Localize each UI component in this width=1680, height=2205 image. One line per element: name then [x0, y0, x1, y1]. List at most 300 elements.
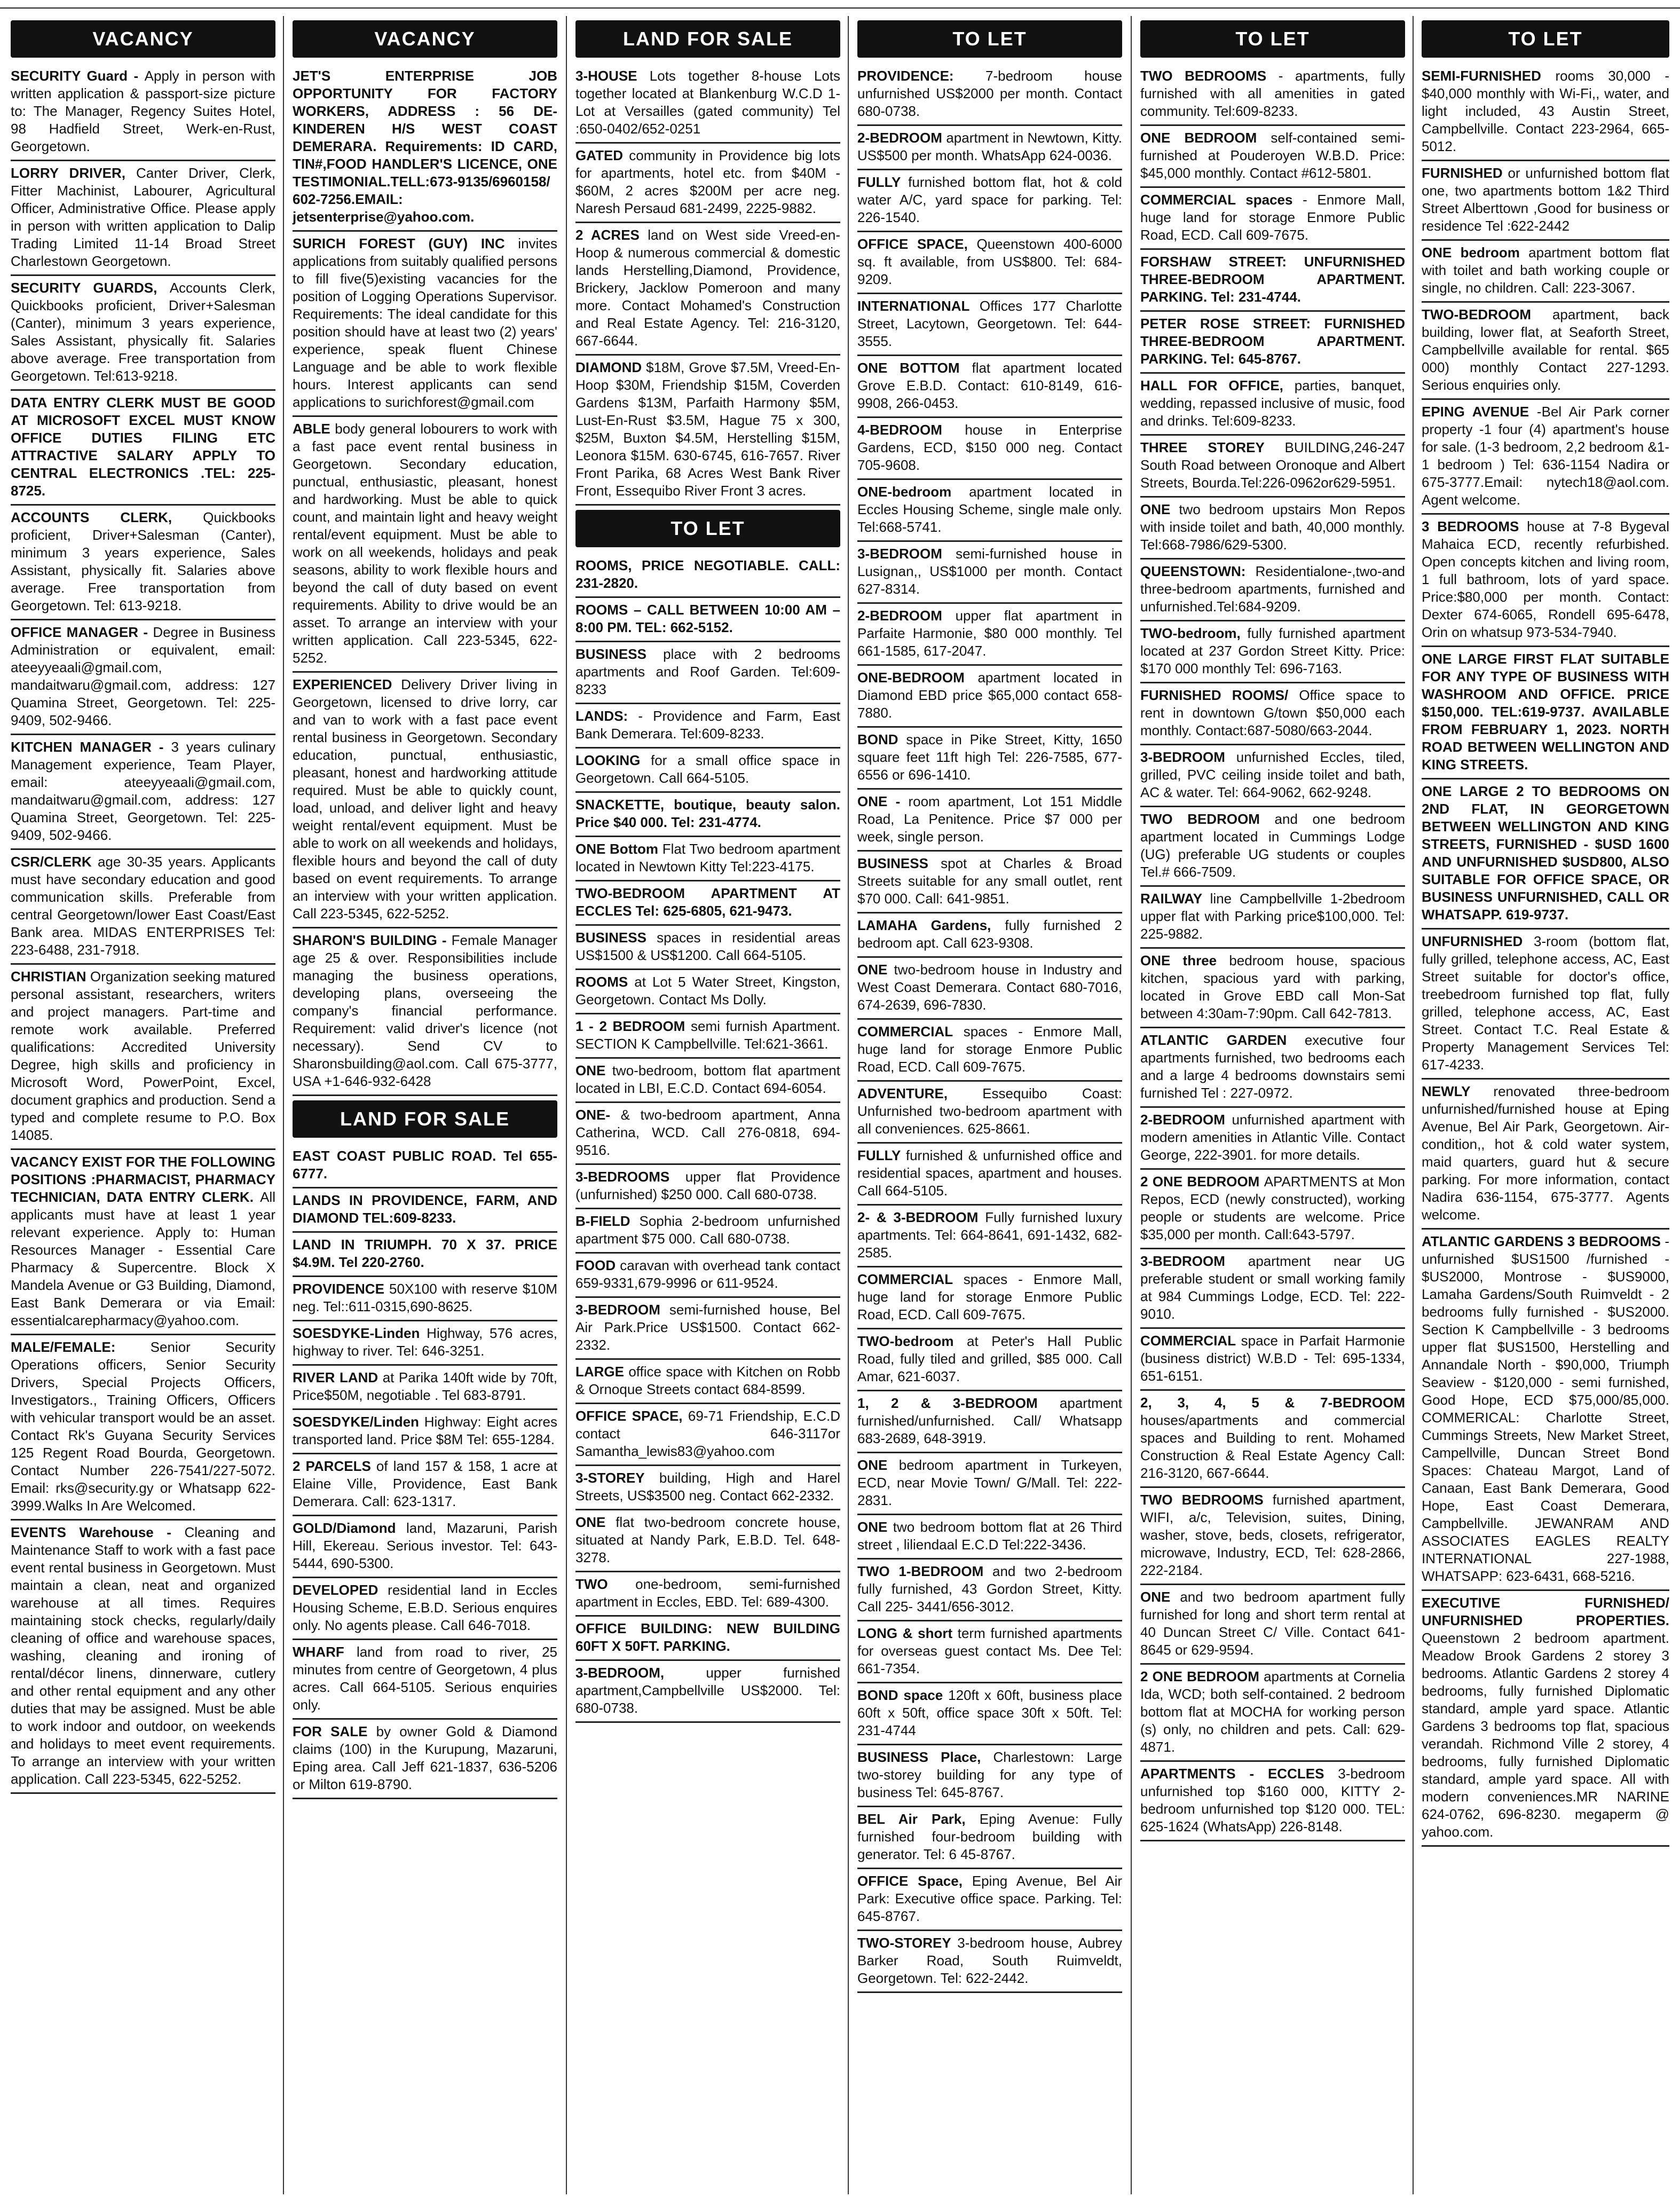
ad-text: ROOMS, PRICE NEGOTIABLE. CALL: 231-2820. [575, 557, 840, 591]
classified-ad [11, 1338, 275, 1521]
ad-text: two-bedroom house in Industry and West Coast Demerara. Contact 680-7016, 674-2639, 696-7830. [857, 962, 1122, 1013]
ad-text: Delivery Driver living in Georgetown, licensed to drive lorry, car and van to work with a fast pace event rental business in Georgetown. Secondary education, punctual, enthusiastic, pleasant, honest and hardworking attitude required. Must be able to quickly count, load, unload, and deliver light and heavy weight rental/event equipment. Must be able to work on all weekends and holidays, flexible hours and beyond the call of duty based on event requirements. To arrange an interview with your written application. Call 223-5345, 622-5252. [293, 676, 557, 922]
ad-lead: PROVIDENCE [293, 1281, 390, 1297]
ad-lead: EPING AVENUE [1422, 404, 1537, 420]
classified-ad [575, 645, 840, 704]
classified-ad [1140, 439, 1405, 498]
ad-lead: BOND space [857, 1687, 949, 1703]
ad-text: Highway: Eight acres transported land. Price $8M Tel: 655-1284. [293, 1414, 557, 1447]
ad-text: & two-bedroom apartment, Anna Catherina, WCD. Call 276-0818, 694-9516. [575, 1107, 840, 1158]
ad-text: 3-bedroom house, Aubrey Barker Road, South Ruimveldt, Georgetown. Tel: 622-2442. [857, 1935, 1122, 1986]
ad-lead: B-FIELD [575, 1213, 640, 1229]
ad-text: fully furnished apartment located at 237 Gordon Street Kitty. Price: $170 000 monthly Tel: 696-7163. [1140, 625, 1405, 676]
ad-text: LANDS IN PROVIDENCE, FARM, AND DIAMOND TEL:609-8233. [293, 1192, 557, 1226]
ad-lead: ROOMS [575, 974, 635, 990]
classified-ad [575, 1257, 840, 1298]
classified-ad [11, 1524, 275, 1794]
ad-text: apartment, back building, lower flat, at Seaforth Street, Campbellville available for rental. $65 000) monthly Contact 227-1293. Serious enquiries only. [1422, 306, 1669, 393]
ad-text: two-bedroom, bottom flat apartment located in LBI, E.C.D. Contact 694-6054. [575, 1062, 840, 1096]
ad-lead: TWO 1-BEDROOM [857, 1563, 992, 1579]
ad-lead: TWO [575, 1576, 636, 1592]
classified-ad [11, 509, 275, 620]
ad-text: BUILDING,246-247 South Road between Oronoque and Albert Streets, Bourda.Tel:226-0962or629-5951. [1140, 439, 1405, 491]
classified-ad [857, 1872, 1122, 1931]
ad-lead: RAILWAY [1140, 891, 1210, 907]
section-heading: VACANCY [11, 20, 275, 58]
ad-text: houses/apartments and commercial spaces and Building to rent. Mohamed Construction & Real Estate Agency Call: 216-3120, 667-6644. [1140, 1412, 1405, 1481]
ad-text: apartments at Cornelia Ida, WCD; both self-contained. 2 bedroom bottom flat at MOCHA for working person (s) only, no children and pets. Call: 629-4871. [1140, 1668, 1406, 1755]
ad-lead: LARGE [575, 1364, 629, 1380]
ad-lead: ONE [575, 1062, 612, 1078]
classified-ad [575, 1514, 840, 1572]
classified-ad [857, 1810, 1122, 1869]
ad-lead: 3-HOUSE [575, 68, 650, 84]
classified-ad [857, 607, 1122, 666]
ad-lead: BUSINESS [857, 855, 941, 871]
ad-lead: EVENTS Warehouse - [11, 1524, 185, 1540]
ad-lead: ONE - [857, 793, 909, 809]
ad-text: residential land in Eccles Housing Scheme, E.B.D. Serious enquires only. No agents please. Call 646-7018. [293, 1582, 557, 1633]
ad-lead: BUSINESS [575, 930, 657, 946]
ad-lead: 2 ONE BEDROOM [1140, 1668, 1264, 1684]
ad-text: Residentialone-,two-and three-bedroom apartments, furnished and unfurnished.Tel:684-9209. [1140, 563, 1405, 615]
classified-ad [1140, 191, 1405, 250]
ad-text: Offices 177 Charlotte Street, Lacytown, Georgetown. Tel: 644-3555. [857, 298, 1123, 349]
classified-ad [293, 1519, 557, 1578]
ad-lead: OFFICE SPACE, [575, 1408, 688, 1424]
ad-lead: BOND [857, 731, 906, 747]
ad-text: land, Mazaruni, Parish Hill, Ekereau. Serious investor. Tel: 643-5444, 690-5300. [293, 1520, 558, 1571]
ad-lead: ONE [575, 1514, 616, 1530]
ad-lead: SECURITY Guard - [11, 68, 145, 84]
classified-ad [1140, 1031, 1405, 1108]
ad-lead: OFFICE Space, [857, 1873, 972, 1889]
classified-ad [293, 1643, 557, 1720]
ad-text: LAND IN TRIUMPH. 70 X 37. PRICE $4.9M. Tel 220-2760. [293, 1237, 557, 1270]
ad-text: place with 2 bedrooms apartments and Roof Garden. Tel:609-8233 [575, 646, 840, 697]
classified-ad [1140, 129, 1405, 188]
ad-text: upper flat apartment in Parfaite Harmonie, $80 000 monthly. Tel 661-1585, 617-2047. [857, 608, 1123, 659]
classified-ad [575, 1469, 840, 1510]
ad-text: community in Providence big lots for apartments, hotel etc. from $40M - $60M, 2 acres $200M per acre neg. Naresh Persaud 681-2499, 2225-9882. [575, 147, 841, 216]
classified-ad [575, 226, 840, 356]
ad-lead: 2 ONE BEDROOM [1140, 1174, 1264, 1190]
ad-lead: ONE [857, 1519, 893, 1535]
classified-ad [1140, 1394, 1405, 1488]
ad-text: Queenstown 400-6000 sq. ft available, from US$800. Tel: 684-9209. [857, 236, 1122, 287]
section-heading: LAND FOR SALE [293, 1100, 557, 1138]
ad-text: 3 years culinary Management experience, Team Player, email: ateeyyeaali@gmail.com, mandaitwaru@gmail.com, address: 127 Quamina Street, Georgetown. Tel: 225-9409, 502-9466. [11, 739, 275, 843]
classified-ad [857, 669, 1122, 728]
classified-ad [857, 961, 1122, 1020]
classified-ad [575, 1062, 840, 1103]
classified-ad [1140, 1491, 1405, 1585]
ad-text: Queenstown 2 bedroom apartment. Meadow Brook Gardens 2 storey 3 bedrooms. Atlantic Gardens 2 storey 4 bedrooms, fully furnished Diplomatic standard, ample yard space. Atlantic Gardens 3 bedrooms top flat, spacious verandah. Richmond Ville 2 storey, 4 bedrooms, fully furnished Diplomatic standard, ample yard space. All with modern conveniences.MR NARINE 624-0762, 696-8230. megaperm @ yahoo.com. [1422, 1630, 1669, 1840]
ad-lead: 3 BEDROOMS [1422, 518, 1527, 534]
classified-ad [857, 1563, 1122, 1621]
column-1 [6, 16, 280, 2194]
ad-text: Flat Two bedroom apartment located in Newtown Kitty Tel:223-4175. [575, 841, 841, 875]
classified-ad [575, 147, 840, 223]
ad-lead: 3-BEDROOM [1140, 1253, 1248, 1269]
classified-ad [857, 1749, 1122, 1807]
ad-text: of land 157 & 158, 1 acre at Elaine Ville, Providence, East Bank Demerara. Call: 623-1317. [293, 1458, 557, 1509]
column-divider [1413, 16, 1414, 2194]
ad-text: 7-bedroom house unfurnished US$2000 per month. Contact 680-0738. [857, 68, 1122, 119]
ad-text: Degree in Business Administration or equivalent, email: ateeyyeaali@gmail.com, mandaitwaru@gmail.com, address: 127 Quamina Street, Georgetown. Tel: 225-9409, 502-9466. [11, 624, 275, 728]
ad-lead: 1, 2 & 3-BEDROOM [857, 1395, 1060, 1411]
ad-lead: TWO BEDROOMS [1140, 68, 1279, 84]
ad-text: land from road to river, 25 minutes from centre of Georgetown, 4 plus acres. Call 664-5105. Serious enquiries only. [293, 1644, 557, 1713]
classified-ad [575, 840, 840, 881]
ad-text: space in Pike Street, Kitty, 1650 square feet 11ft high Tel: 226-7585, 677-6556 or 696-1410. [857, 731, 1123, 783]
ad-text: ROOMS – CALL BETWEEN 10:00 AM – 8:00 PM. TEL: 662-5152. [575, 602, 840, 635]
classified-ad [857, 483, 1122, 542]
ad-lead: LORRY DRIVER, [11, 165, 136, 181]
classified-ad [1140, 1332, 1405, 1391]
ad-lead: LAMAHA Gardens, [857, 917, 1005, 933]
column-divider [848, 16, 849, 2194]
ad-text: semi-furnished house, Bel Air Park.Price US$1500. Contact 662-2332. [575, 1302, 840, 1353]
classified-ad [293, 1147, 557, 1188]
ad-lead: 3-BEDROOM [575, 1302, 669, 1318]
ad-lead: 2, 3, 4, 5 & 7-BEDROOM [1140, 1395, 1405, 1411]
ad-lead: CHRISTIAN [11, 968, 90, 985]
classified-ad [1422, 67, 1669, 161]
classified-ad [575, 1301, 840, 1360]
ad-text: -Bel Air Park corner property -1 four (4) apartment's house for sale. (1-3 bedroom, 2,2 bedroom &1-1 bedroom ) Tel: 636-1154 Nadira or 675-3777.Email: nytech18@aol.com. Agent welcome. [1422, 404, 1669, 508]
ad-lead: ONE [857, 1457, 899, 1473]
ad-text: and two bedroom apartment fully furnished for long and short term rental at 40 Duncan Street C/ Ville. Contact 641-8645 or 629-9594. [1140, 1589, 1405, 1658]
column-5 [1136, 16, 1409, 2194]
ad-lead: KITCHEN MANAGER - [11, 739, 171, 755]
ad-lead: TWO-bedroom [857, 1333, 967, 1349]
ad-lead: TWO-BEDROOM [1422, 306, 1552, 322]
ad-text: room apartment, Lot 151 Middle Road, La Penitence. Price $7 000 per week, single person. [857, 793, 1122, 845]
ad-text: apartment furnished/unfurnished. Call/ Whatsapp 683-2689, 648-3919. [857, 1395, 1122, 1446]
ad-text: Lots together 8-house Lots together located at Blankenburg W.C.D 1-Lot at Versailles (gated community) Tel :650-0402/652-0251 [575, 68, 840, 137]
ad-text: land on West side Vreed-en-Hoop & numerous commercial & domestic lands Herstelling,Diamond, Providence, Brickery, Jacklow Pomeroon and many more. Contact Mohamed's Construction and Real Estate Agency. Tel: 216-3120, 667-6644. [575, 227, 840, 349]
classified-ad [1140, 253, 1405, 312]
ad-text: 69-71 Friendship, E.C.D contact 646-3117or Samantha_lewis83@yahoo.com [575, 1408, 840, 1459]
ad-text: fully furnished 2 bedroom apt. Call 623-9308. [857, 917, 1122, 951]
ad-lead: ONE BOTTOM [857, 360, 972, 376]
ad-lead: BEL Air Park, [857, 1811, 980, 1827]
classified-ad [1140, 563, 1405, 621]
classified-ad [1422, 164, 1669, 241]
ad-lead: ONE bedroom [1422, 245, 1529, 261]
ad-text: ONE LARGE FIRST FLAT SUITABLE FOR ANY TYPE OF BUSINESS WITH WASHROOM AND OFFICE. PRICE $150,000. TEL:619-9737. AVAILABLE FROM FEBRUARY 1, 2023. NORTH ROAD BETWEEN WELLINGTON AND KING STREETS. [1422, 651, 1669, 773]
ad-text: - apartments, fully furnished with all amenities in gated community. Tel:609-8233. [1140, 68, 1405, 119]
ad-lead: 1 - 2 BEDROOM [575, 1018, 691, 1034]
ad-text: renovated three-bedroom unfurnished/furnished house at Eping Avenue, Bel Air Park, Georgetown. Air-condition,, hot & cold water system, maid quarters, guard hut & secure parking. For more information, contact Nadira 636-1154, 675-3777. Agents welcome. [1422, 1083, 1669, 1223]
ad-lead: COMMERCIAL [857, 1271, 964, 1287]
ad-lead: NEWLY [1422, 1083, 1494, 1099]
ad-lead: APARTMENTS - ECCLES [1140, 1766, 1338, 1782]
column-4 [853, 16, 1126, 2194]
ad-lead: RIVER LAND [293, 1369, 383, 1385]
classified-ad [575, 752, 840, 793]
ad-text: Office space to rent in downtown G/town $50,000 each monthly. Contact:687-5080/663-2044. [1140, 687, 1405, 738]
ad-lead: 2- & 3-BEDROOM [857, 1209, 985, 1225]
classified-ad [575, 929, 840, 970]
ad-lead: GATED [575, 147, 629, 163]
ad-text: DATA ENTRY CLERK MUST BE GOOD AT MICROSOFT EXCEL MUST KNOW OFFICE DUTIES FILING ETC ATTRACTIVE SALARY APPLY TO CENTRAL ELECTRONICS .TEL: 225-8725. [11, 395, 275, 499]
classified-ad [857, 1456, 1122, 1515]
ad-lead: EXECUTIVE FURNISHED/ UNFURNISHED PROPERTIES. [1422, 1595, 1669, 1628]
ad-text: by owner Gold & Diamond claims (100) in the Kurupung, Mazaruni, Eping area. Call Jeff 621-1837, 636-5206 or Milton 619-8790. [293, 1723, 558, 1792]
ad-lead: SEMI-FURNISHED [1422, 68, 1556, 84]
ad-text: FORSHAW STREET: UNFURNISHED THREE-BEDROOM APARTMENT. PARKING. Tel: 231-4744. [1140, 254, 1405, 305]
ad-text: house at 7-8 Bygeval Mahaica ECD, recently refurbished. Open concepts kitchen and living room, 1 full bathroom, lots of yard space. Price:$80,000 per month. Contact: Dexter 674-6065, Rondell 695-6478, Orin on whatsup 973-534-7940. [1422, 518, 1669, 640]
ad-text: PETER ROSE STREET: FURNISHED THREE-BEDROOM APARTMENT. PARKING. Tel: 645-8767. [1140, 316, 1405, 367]
ad-lead: FURNISHED ROOMS/ [1140, 687, 1299, 703]
ad-lead: 4-BEDROOM [857, 422, 965, 438]
top-border [0, 0, 1680, 9]
classified-ad [1422, 518, 1669, 647]
ad-text: and two 2-bedroom fully furnished, 43 Gordon Street, Kitty. Call 225- 3441/656-3012. [857, 1563, 1122, 1615]
classified-ad [857, 1395, 1122, 1453]
classified-ad [575, 973, 840, 1014]
classified-ad [857, 1023, 1122, 1082]
ad-text: SNACKETTE, boutique, beauty salon. Price $40 000. Tel: 231-4774. [575, 797, 840, 830]
classified-ad [1140, 1765, 1405, 1841]
ad-text: Apply in person with written application & passport-size picture to: The Manager, Regency Suites Hotel, 98 Hadfield Street, Werk-en-Rust, Georgetown. [11, 68, 276, 154]
ad-text: caravan with overhead tank contact 659-9331,679-9996 or 611-9524. [575, 1257, 840, 1291]
classified-ad [293, 676, 557, 928]
classified-ad [857, 1687, 1122, 1745]
classified-ad [1422, 783, 1669, 930]
ad-text: JET'S ENTERPRISE JOB OPPORTUNITY FOR FACTORY WORKERS, ADDRESS : 56 DE-KINDEREN H/S WEST COAST DEMERARA. Requirements: ID CARD, TIN#,FOOD HANDLER'S LICENCE, ONE TESTIMONIAL.TELL:673-9135/6960158/ 602-7256.EMAIL: jetsenterprise@yahoo.com. [293, 68, 557, 225]
classified-ad [575, 601, 840, 642]
ad-text: Essequibo Coast: Unfurnished two-bedroom apartment with all conveniences. 625-8661. [857, 1085, 1122, 1137]
ad-text: apartment in Newtown, Kitty. US$500 per month. WhatsApp 624-0036. [857, 130, 1122, 163]
ad-text: Organization seeking matured personal assistant, researchers, writers and project managers. Part-time and remote work available. Preferred qualifications: Accredited University Degree, high skills and proficiency in Microsoft Word, PowerPoint, Excel, document graphics and production. Send a typed and complete resume to P.O. Box 14085. [11, 968, 275, 1143]
ad-text: 50X100 with reserve $10M neg. Tel::611-0315,690-8625. [293, 1281, 557, 1314]
ad-text: EAST COAST PUBLIC ROAD. Tel 655-6777. [293, 1148, 557, 1182]
ad-text: furnished apartment, WIFI, a/c, Television, suites, Dining, washer, stove, beds, closets, refrigerator, microwave, Industry, ECD, Tel: 628-2866, 222-2184. [1140, 1492, 1406, 1578]
ad-text: TWO-BEDROOM APARTMENT AT ECCLES Tel: 625-6805, 621-9473. [575, 885, 840, 919]
ad-lead: TWO-bedroom, [1140, 625, 1248, 641]
ad-text: semi-furnished house in Lusignan,, US$1000 per month. Contact 627-8314. [857, 546, 1122, 597]
classified-ad [11, 394, 275, 506]
ad-text: and one bedroom apartment located in Cummings Lodge (UG) preferable UG students or couples Tel.# 666-7509. [1140, 811, 1406, 880]
classified-ad [1422, 403, 1669, 515]
ad-text: 3-room (bottom flat, fully grilled, telephone access, AC, East Street suitable for doctor's office, treebedroom furnished top flat, fully grilled, telephone access, AC, East Street. Contact T.C. Real Estate & Property Management Services Tel: 617-4233. [1422, 933, 1669, 1073]
ad-text: furnished & unfurnished office and residential spaces, apartment and houses. Call 664-5105. [857, 1147, 1122, 1199]
ad-text: parties, banquet, wedding, repassed inclusive of music, food and drinks. Tel:609-8233. [1140, 377, 1405, 429]
classified-ad [1422, 306, 1669, 400]
ad-text: unfurnished apartment with modern amenities in Atlantic Ville. Contact George, 222-3901. for more details. [1140, 1112, 1406, 1163]
ad-text: Sophia 2-bedroom unfurnished apartment $75 000. Call 680-0738. [575, 1213, 840, 1247]
classified-ad [857, 1625, 1122, 1683]
classified-ad [1422, 244, 1669, 303]
column-divider [283, 16, 284, 2194]
ad-lead: FURNISHED [1422, 165, 1508, 181]
classified-ad [575, 1018, 840, 1059]
classified-ad [293, 1192, 557, 1233]
ad-lead: COMMERCIAL [857, 1023, 964, 1040]
classified-ad [857, 917, 1122, 958]
ad-text: OFFICE BUILDING: NEW BUILDING 60FT X 50FT. PARKING. [575, 1620, 840, 1654]
classified-ad [857, 1209, 1122, 1267]
ad-text: furnished bottom flat, hot & cold water A/C, yard space for parking. Tel: 226-1540. [857, 174, 1122, 225]
ad-text: Quickbooks proficient, Driver+Salesman (Canter), minimum 3 years experience, Sales Assistant, physically fit. Salaries above average. Free transportation from Georgetown. Tel: 613-9218. [11, 509, 275, 613]
classified-ad [293, 1236, 557, 1277]
column-2 [288, 16, 562, 2194]
ad-text: Accounts Clerk, Quickbooks proficient, Driver+Salesman (Canter), minimum 3 years experience, Sales Assistant, physically fit. Salaries above average. Free transportation from Georgetown. Tel:613-9218. [11, 280, 275, 384]
classified-ad [575, 359, 840, 506]
classified-ad [575, 885, 840, 926]
classified-ad [11, 164, 275, 276]
classified-ad [1140, 315, 1405, 374]
classified-ad [1140, 1668, 1405, 1762]
ad-lead: ATLANTIC GARDEN [1140, 1032, 1305, 1048]
ad-lead: ONE-bedroom [857, 484, 969, 500]
classified-ad [293, 1369, 557, 1410]
ad-lead: 3-STOREY [575, 1470, 659, 1486]
ad-lead: SECURITY GUARDS, [11, 280, 170, 296]
ad-lead: 2 ACRES [575, 227, 648, 243]
ad-lead: DEVELOPED [293, 1582, 388, 1598]
section-heading: TO LET [1422, 20, 1669, 58]
ad-lead: 2 PARCELS [293, 1458, 376, 1474]
classified-ad [293, 1413, 557, 1454]
ad-text: apartment bottom flat with toilet and bath working couple or single, no children. Call: 223-3067. [1422, 245, 1669, 296]
ad-text: $18M, Grove $7.5M, Vreed-En-Hoop $30M, Friendship $15M, Coverden Gardens $13M, Parfaith Harmony $5M, Lust-En-Rust $3.5M, Hague 75 x 300, $25M, Buxton $4.5M, Herstelling $15M, Leonora $15M. 630-6745, 616-7657. River Front Parika, 68 Acres West Bank River Front, Essequibo River Front 3 acres. [575, 359, 840, 499]
ad-text: bedroom apartment in Turkeyen, ECD, near Movie Town/ G/Mall. Tel: 222-2831. [857, 1457, 1122, 1508]
ad-lead: FULLY [857, 1147, 906, 1163]
ad-lead: FOR SALE [293, 1723, 376, 1739]
ad-text: at Parika 140ft wide by 70ft, Price$50M, negotiable . Tel 683-8791. [293, 1369, 557, 1403]
classified-ad [857, 1333, 1122, 1391]
classified-ad [1422, 933, 1669, 1080]
ad-text: or unfurnished bottom flat one, two apartments bottom 1&2 Third Street Alberttown ,Good for business or residence Tel :622-2442 [1422, 165, 1669, 234]
classified-ad [293, 1723, 557, 1799]
classified-ad [11, 624, 275, 735]
ad-text: apartment near UG preferable student or small working family at 984 Cummings Lodge, ECD. Tel: 222-9010. [1140, 1253, 1405, 1322]
ad-lead: GOLD/Diamond [293, 1520, 406, 1536]
ad-lead: TWO BEDROOMS [1140, 1492, 1273, 1508]
classified-ad [575, 1106, 840, 1165]
ad-text: spaces - Enmore Mall, huge land for storage Enmore Public Road, ECD. Call 609-7675. [857, 1023, 1122, 1075]
classified-ad [857, 1271, 1122, 1329]
ad-lead: DIAMOND [575, 359, 646, 375]
classified-ad [857, 855, 1122, 914]
ad-lead: ABLE [293, 421, 335, 437]
ad-text: upper flat Providence (unfurnished) $250 000. Call 680-0738. [575, 1169, 840, 1202]
classified-ad [857, 731, 1122, 790]
ad-text: self-contained semi-furnished at Pouderoyen W.B.D. Price: $45,000 monthly. Contact #612-5801. [1140, 130, 1405, 181]
ad-text: Senior Security Operations officers, Senior Security Drivers, Special Projects Officers, Investigators., Training Officers, Officers with vehicular transport would be an asset. Contact Rk's Guyana Security Services 125 Regent Road Bourda, Georgetown. Contact Number 226-7541/227-5072. Email: rks@security.gy or Whatsapp 622-3999.Walks In Are Welcomed. [11, 1339, 275, 1514]
ad-text: Cleaning and Maintenance Staff to work with a fast pace event rental business in Georgetown. Must maintain a clean, neat and organized warehouse at all times. Requires maintaining stock checks, regularly/daily cleaning of office and warehouse spaces, washing, cleaning and ironing of rental/décor linens, dinnerware, cutlery and other rental equipment and any other duties that may be assigned. Must be able to work indoor and outdoor, on weekends and holidays to meet event requirements. To arrange an interview with your written application. Call 223-5345, 622-5252. [11, 1524, 275, 1787]
ad-text: body general lobourers to work with a fast pace event rental business in Georgetown. Secondary education, punctual, enthusiastic, pleasant, honest and hardworking. Must be able to quick count, and maintain light and heavy weight rental/event equipment. Must be able to work on all weekends, holidays and peak seasons, ability to work flexible hours and beyond the call of duty based on event requirements. Ability to drive would be an asset. To arrange an interview with your written application. Call 223-5345, 622-5252. [293, 421, 557, 666]
ad-text: Eping Avenue, Bel Air Park: Executive office space. Parking. Tel: 645-8767. [857, 1873, 1123, 1924]
classified-ad [857, 235, 1122, 294]
classified-ad [857, 1147, 1122, 1206]
ad-lead: ONE three [1140, 952, 1229, 968]
classified-ad [293, 1280, 557, 1321]
ad-lead: THREE STOREY [1140, 439, 1285, 455]
ad-text: Charlestown: Large two-storey building for any type of business Tel: 645-8767. [857, 1749, 1122, 1800]
classified-ad [293, 67, 557, 232]
section-heading: VACANCY [293, 20, 557, 58]
ad-lead: CSR/CLERK [11, 854, 98, 870]
ad-lead: 2-BEDROOM [1140, 1112, 1232, 1128]
classified-ad [1140, 1253, 1405, 1329]
classified-ad [857, 129, 1122, 170]
classified-ad [1140, 952, 1405, 1028]
ad-text: spot at Charles & Broad Streets suitable for any small outlet, rent $70 000. Call: 641-9851. [857, 855, 1122, 907]
ad-lead: ATLANTIC GARDENS 3 BEDROOMS [1422, 1233, 1665, 1249]
ad-text: spaces in residential areas US$1500 & US$1200. Call 664-5105. [575, 930, 840, 963]
ad-lead: LANDS: [575, 708, 638, 724]
ad-text: for a small office space in Georgetown. Call 664-5105. [575, 752, 840, 786]
classified-ad [1422, 1594, 1669, 1847]
classified-ad [1422, 1233, 1669, 1591]
ad-lead: SOESDYKE-Linden [293, 1325, 427, 1341]
ad-lead: HALL FOR OFFICE, [1140, 377, 1295, 393]
ad-lead: SURICH FOREST (GUY) INC [293, 235, 518, 251]
ad-text: Female Manager age 25 & over. Responsibilities include managing the business operations, developing plans, overseeing the company's financial performance. Requirement: valid driver's licence (not necessary). Send CV to Sharonsbuilding@aol.com. Call 675-3777, USA +1-646-932-6428 [293, 932, 557, 1089]
classified-ad [575, 1664, 840, 1723]
classified-ad [1140, 1588, 1405, 1665]
ad-text: Eping Avenue: Fully furnished four-bedroom building with generator. Tel: 6 45-8767. [857, 1811, 1122, 1862]
ad-text: two bedroom bottom flat at 26 Third street , liliendaal E.C.D Tel:222-3436. [857, 1519, 1122, 1553]
ad-lead: COMMERCIAL [1140, 1333, 1241, 1349]
ad-lead: ACCOUNTS CLERK, [11, 509, 203, 525]
classified-ad [857, 297, 1122, 356]
section-heading: TO LET [575, 510, 840, 547]
ad-text: 3-bedroom unfurnished top $160 000, KITTY 2-bedroom unfurnished top $120 000. TEL: 625-1624 (WhatsApp) 226-8148. [1140, 1766, 1405, 1834]
ad-lead: ADVENTURE, [857, 1085, 983, 1101]
ad-lead: ONE BEDROOM [1140, 130, 1271, 146]
classified-ad [857, 1085, 1122, 1144]
classified-ad [857, 1934, 1122, 1993]
ad-lead: VACANCY EXIST FOR THE FOLLOWING POSITIONS :PHARMACIST, PHARMACY TECHNICIAN, DATA ENTRY CLERK. [11, 1154, 275, 1205]
classified-ad [11, 1153, 275, 1335]
classified-ad [293, 1458, 557, 1516]
ad-lead: ONE [1140, 1589, 1180, 1605]
ad-text: term furnished apartments for overseas guest contact Ms. Dee Tel: 661-7354. [857, 1625, 1122, 1676]
classified-ad [857, 421, 1122, 480]
ad-lead: COMMERCIAL spaces [1140, 192, 1303, 208]
ad-text: flat apartment located Grove E.B.D. Contact: 610-8149, 616-9908, 266-0453. [857, 360, 1122, 411]
ad-text: unfurnished Eccles, tiled, grilled, PVC ceiling inside toilet and bath, AC & water. Tel: 664-9062, 662-9248. [1140, 749, 1405, 800]
classified-ad [293, 1325, 557, 1366]
ad-text: two bedroom upstairs Mon Repos with inside toilet and bath, 40,000 monthly. Tel:668-7986/629-5300. [1140, 501, 1405, 553]
ad-text: semi furnish Apartment. SECTION K Campbellville. Tel:621-3661. [575, 1018, 840, 1052]
ad-lead: OFFICE SPACE, [857, 236, 977, 252]
classified-ad [1140, 1173, 1405, 1249]
classified-ad [575, 1168, 840, 1209]
ad-text: Fully furnished luxury apartments. Tel: 664-8641, 691-1432, 682-2585. [857, 1209, 1122, 1261]
ad-lead: ONE Bottom [575, 841, 662, 857]
ad-text: - Providence and Farm, East Bank Demerara. Tel:609-8233. [575, 708, 841, 742]
ad-lead: 2-BEDROOM [857, 608, 956, 624]
ad-lead: 3-BEDROOM [857, 546, 956, 562]
ad-text: office space with Kitchen on Robb & Ornoque Streets contact 684-8599. [575, 1364, 840, 1397]
ad-lead: UNFURNISHED [1422, 933, 1534, 949]
classified-ad [1140, 749, 1405, 807]
section-heading: TO LET [857, 20, 1122, 58]
ad-lead: TWO-STOREY [857, 1935, 958, 1951]
classified-ad [293, 1581, 557, 1640]
ad-text: line Campbellville 1-2bedroom upper flat with Parking price$100,000. Tel: 225-9882. [1140, 891, 1405, 942]
classified-ad [857, 545, 1122, 604]
classified-ad [293, 420, 557, 673]
ad-lead: TWO BEDROOM [1140, 811, 1275, 827]
